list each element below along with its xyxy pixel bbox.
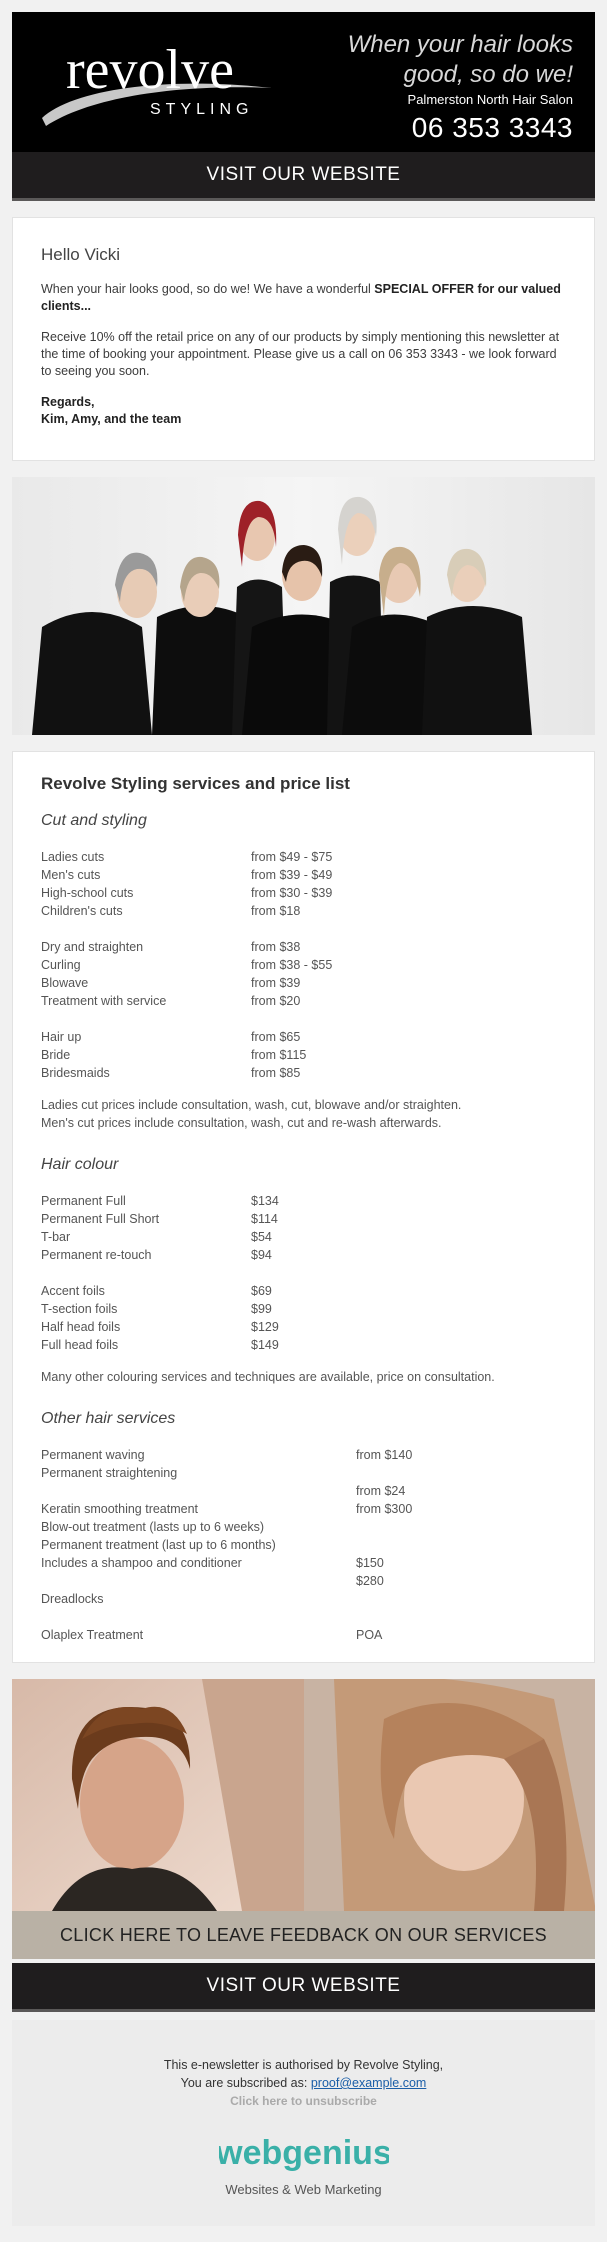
- service-name: Hair up: [41, 1030, 82, 1044]
- cut-note-1: Ladies cut prices include consultation, wash, cut, blowave and/or straighten.: [41, 1098, 462, 1112]
- header-phone[interactable]: 06 353 3343: [411, 112, 573, 143]
- p1-plain: When your hair looks good, so do we! We have a wonderful: [41, 282, 375, 296]
- price-list-title: Revolve Styling services and price list: [41, 774, 350, 793]
- service-name: Permanent treatment (last up to 6 months): [41, 1538, 276, 1552]
- price-list-card: [12, 751, 595, 1663]
- footer-authorised: This e-newsletter is authorised by Revolve Styling,: [163, 2058, 444, 2072]
- logo-sub: STYLING: [150, 101, 254, 118]
- team-photo-illustration: [12, 477, 595, 735]
- subscriber-email-link[interactable]: proof@example.com: [310, 2076, 427, 2090]
- header-banner: [12, 12, 595, 152]
- service-price: $129: [251, 1320, 279, 1334]
- greeting-title: Hello Vicki: [41, 245, 121, 264]
- price-row: [41, 1446, 566, 1464]
- photo-woman: [304, 1679, 596, 1911]
- service-name: Blow-out treatment (lasts up to 6 weeks): [41, 1520, 265, 1534]
- man-illustration: [12, 1679, 304, 1911]
- visit-website-button[interactable]: VISIT OUR WEBSITE: [12, 152, 595, 201]
- price-row: [41, 1572, 566, 1590]
- hair-colour-heading: Hair colour: [41, 1156, 119, 1173]
- service-price: $134: [251, 1194, 279, 1208]
- cut-styling-heading: Cut and styling: [41, 812, 147, 829]
- webgenius-logo[interactable]: [12, 2132, 595, 2199]
- webgenius-tagline: Websites & Web Marketing: [225, 2182, 382, 2197]
- price-row: [41, 992, 566, 1010]
- price-row: [41, 1046, 566, 1064]
- service-price: from $38 - $55: [251, 958, 333, 972]
- brand-text: webgenius: [218, 2134, 389, 2172]
- price-row: [41, 884, 566, 902]
- service-price: $69: [251, 1284, 272, 1298]
- woman-illustration: [304, 1679, 596, 1911]
- service-name: [41, 1608, 356, 1626]
- service-name: Olaplex Treatment: [41, 1628, 144, 1642]
- leave-feedback-button[interactable]: CLICK HERE TO LEAVE FEEDBACK ON OUR SERVICES: [12, 1911, 595, 1959]
- service-name: Accent foils: [41, 1284, 105, 1298]
- cut-group-3: [41, 1028, 566, 1082]
- service-name: Treatment with service: [41, 994, 167, 1008]
- service-name: Permanent waving: [41, 1448, 145, 1462]
- service-name: Ladies cuts: [41, 850, 105, 864]
- price-row: [41, 1210, 566, 1228]
- cut-notes: [41, 1096, 566, 1132]
- service-price: $149: [251, 1338, 279, 1352]
- tagline-line-2: good, so do we!: [403, 61, 573, 88]
- service-name: Blowave: [41, 976, 89, 990]
- price-row: [41, 902, 566, 920]
- regards: Regards,: [41, 395, 95, 409]
- service-name: T-bar: [41, 1230, 71, 1244]
- service-name: High-school cuts: [41, 886, 134, 900]
- service-name: Half head foils: [41, 1320, 121, 1334]
- service-name: Permanent straightening: [41, 1466, 178, 1480]
- price-row: [41, 938, 566, 956]
- price-row: [41, 1282, 566, 1300]
- signoff: Kim, Amy, and the team: [41, 412, 182, 426]
- price-row: [41, 1064, 566, 1082]
- service-price: $280: [356, 1574, 384, 1588]
- service-price: from $38: [251, 940, 301, 954]
- price-row: [41, 1336, 566, 1354]
- feedback-photos[interactable]: [12, 1679, 595, 1911]
- service-name: Dry and straighten: [41, 940, 144, 954]
- other-services-list: [41, 1446, 566, 1644]
- price-row: [41, 1554, 566, 1572]
- price-row: [41, 1536, 566, 1554]
- service-price: POA: [356, 1628, 383, 1642]
- colour-group-2: [41, 1282, 566, 1354]
- service-name: Permanent re-touch: [41, 1248, 152, 1262]
- service-name: [41, 1482, 356, 1500]
- service-price: $150: [356, 1556, 384, 1570]
- service-name: Permanent Full Short: [41, 1212, 160, 1226]
- service-name: Dreadlocks: [41, 1592, 104, 1606]
- cut-group-1: [41, 848, 566, 920]
- header-tagline: [303, 30, 573, 90]
- team-photo: [12, 477, 595, 735]
- greeting-paragraph-2: Receive 10% off the retail price on any of our products by simply mentioning this newsletter at the time of booking your appointment. Please give us a call on 06 353 3343 - we look forward to seeing you soon.: [41, 330, 560, 378]
- photo-man: [12, 1679, 304, 1911]
- service-price: from $24: [356, 1484, 406, 1498]
- price-row: [41, 1518, 566, 1536]
- colour-group-1: [41, 1192, 566, 1264]
- service-price: from $115: [251, 1048, 307, 1062]
- service-name: Curling: [41, 958, 81, 972]
- price-row: [41, 974, 566, 992]
- service-name: Bride: [41, 1048, 71, 1062]
- price-row: [41, 1246, 566, 1264]
- price-row: [41, 1028, 566, 1046]
- service-price: from $140: [356, 1448, 413, 1462]
- greeting-paragraph-1: [41, 281, 566, 315]
- price-row: [41, 1608, 566, 1626]
- service-price: $94: [251, 1248, 272, 1262]
- price-row: [41, 1192, 566, 1210]
- footer-subscribed: [12, 2074, 595, 2092]
- service-name: Men's cuts: [41, 868, 101, 882]
- price-row: [41, 848, 566, 866]
- price-row: [41, 1626, 566, 1644]
- header-subline: Palmerston North Hair Salon: [407, 92, 573, 107]
- price-row: [41, 1590, 566, 1608]
- price-row: [41, 956, 566, 974]
- service-price: from $300: [356, 1502, 413, 1516]
- price-row: [41, 1228, 566, 1246]
- service-price: from $30 - $39: [251, 886, 333, 900]
- service-price: $99: [251, 1302, 272, 1316]
- revolve-styling-logo[interactable]: [32, 30, 292, 140]
- service-price: from $39 - $49: [251, 868, 333, 882]
- service-name: Bridesmaids: [41, 1066, 110, 1080]
- service-name: Children's cuts: [41, 904, 123, 918]
- service-price: from $85: [251, 1066, 301, 1080]
- service-name: Full head foils: [41, 1338, 119, 1352]
- service-price: $114: [251, 1212, 278, 1226]
- service-name: Keratin smoothing treatment: [41, 1502, 199, 1516]
- colour-note: [41, 1368, 566, 1386]
- service-price: from $65: [251, 1030, 301, 1044]
- service-price: $54: [251, 1230, 272, 1244]
- price-row: [41, 1464, 566, 1482]
- price-row: [41, 1318, 566, 1336]
- logo-word: revolve: [66, 39, 234, 101]
- unsubscribe-link[interactable]: Click here to unsubscribe: [230, 2094, 377, 2108]
- visit-website-button-footer[interactable]: VISIT OUR WEBSITE: [12, 1963, 595, 2012]
- service-name: Permanent Full: [41, 1194, 126, 1208]
- webgenius-wordmark: [219, 2132, 389, 2174]
- service-name: Includes a shampoo and conditioner: [41, 1556, 242, 1570]
- price-row: [41, 1500, 566, 1518]
- service-price: from $39: [251, 976, 301, 990]
- price-row: [41, 866, 566, 884]
- footer: [12, 2020, 595, 2226]
- tagline-line-1: When your hair looks: [347, 31, 573, 58]
- p1-bold: SPECIAL OFFER for our valued clients...: [41, 282, 561, 313]
- price-row: [41, 1300, 566, 1318]
- cut-note-2: Men's cut prices include consultation, wash, cut and re-wash afterwards.: [41, 1116, 442, 1130]
- service-price: from $20: [251, 994, 301, 1008]
- subscribed-prefix: You are subscribed as:: [180, 2076, 311, 2090]
- service-name: [41, 1572, 356, 1590]
- service-name: T-section foils: [41, 1302, 118, 1316]
- service-price: from $49 - $75: [251, 850, 333, 864]
- greeting-signoff: [41, 394, 566, 428]
- service-price: from $18: [251, 904, 301, 918]
- colour-note-text: Many other colouring services and techniques are available, price on consultation.: [41, 1370, 495, 1384]
- price-row: [41, 1482, 566, 1500]
- greeting-card: [12, 217, 595, 461]
- other-services-heading: Other hair services: [41, 1410, 176, 1427]
- cut-group-2: [41, 938, 566, 1010]
